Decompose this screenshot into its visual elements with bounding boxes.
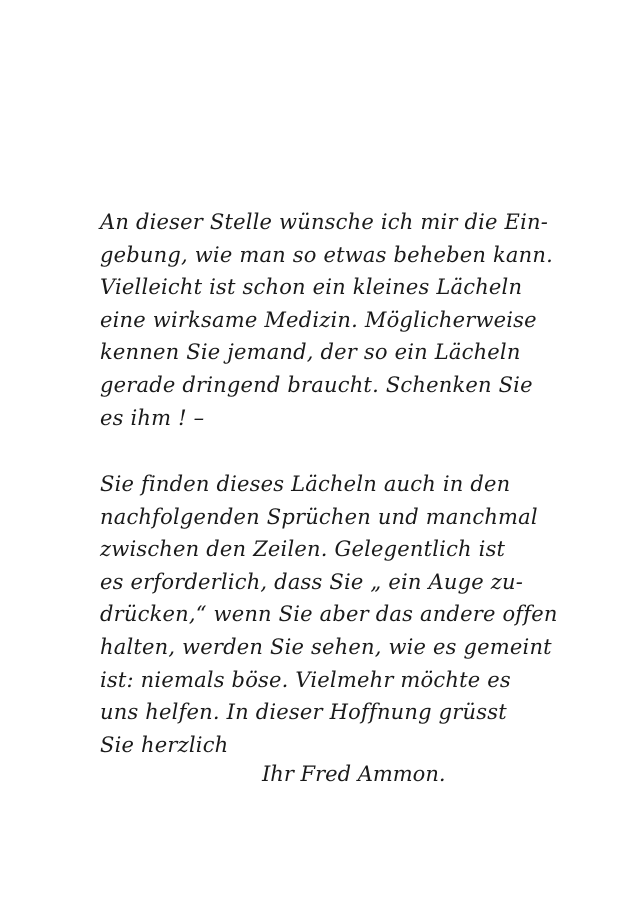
- signature: Ihr Fred Ammon.: [262, 762, 446, 786]
- text-line: eine wirksame Medizin. Möglicherweise: [100, 307, 537, 332]
- text-line: gerade dringend braucht. Schenken Sie: [100, 372, 533, 397]
- text-line: An dieser Stelle wünsche ich mir die Ein-: [100, 210, 549, 234]
- text-line: nachfolgenden Sprüchen und manchmal: [100, 504, 538, 529]
- letter-paragraph-1: [100, 206, 553, 434]
- text-line: ist: niemals böse. Vielmehr möchte es: [100, 667, 511, 692]
- text-line: uns helfen. In dieser Hoffnung grüsst: [100, 700, 507, 725]
- text-line: zwischen den Zeilen. Gelegentlich ist: [100, 537, 506, 562]
- text-line: halten, werden Sie sehen, wie es gemeint: [100, 634, 552, 659]
- text-line: kennen Sie jemand, der so ein Lächeln: [100, 340, 521, 365]
- text-line: gebung, wie man so etwas beheben kann.: [100, 242, 553, 267]
- text-line: es ihm ! –: [100, 405, 205, 430]
- text-line: Vielleicht ist schon ein kleines Lächeln: [100, 275, 523, 300]
- text-line: es erforderlich, dass Sie „ ein Auge zu-: [100, 569, 523, 594]
- letter-paragraph-2: [100, 468, 558, 761]
- text-line: drücken,“ wenn Sie aber das andere offen: [100, 602, 558, 627]
- text-line: Sie herzlich: [100, 732, 229, 757]
- text-line: Sie finden dieses Lächeln auch in den: [100, 472, 511, 496]
